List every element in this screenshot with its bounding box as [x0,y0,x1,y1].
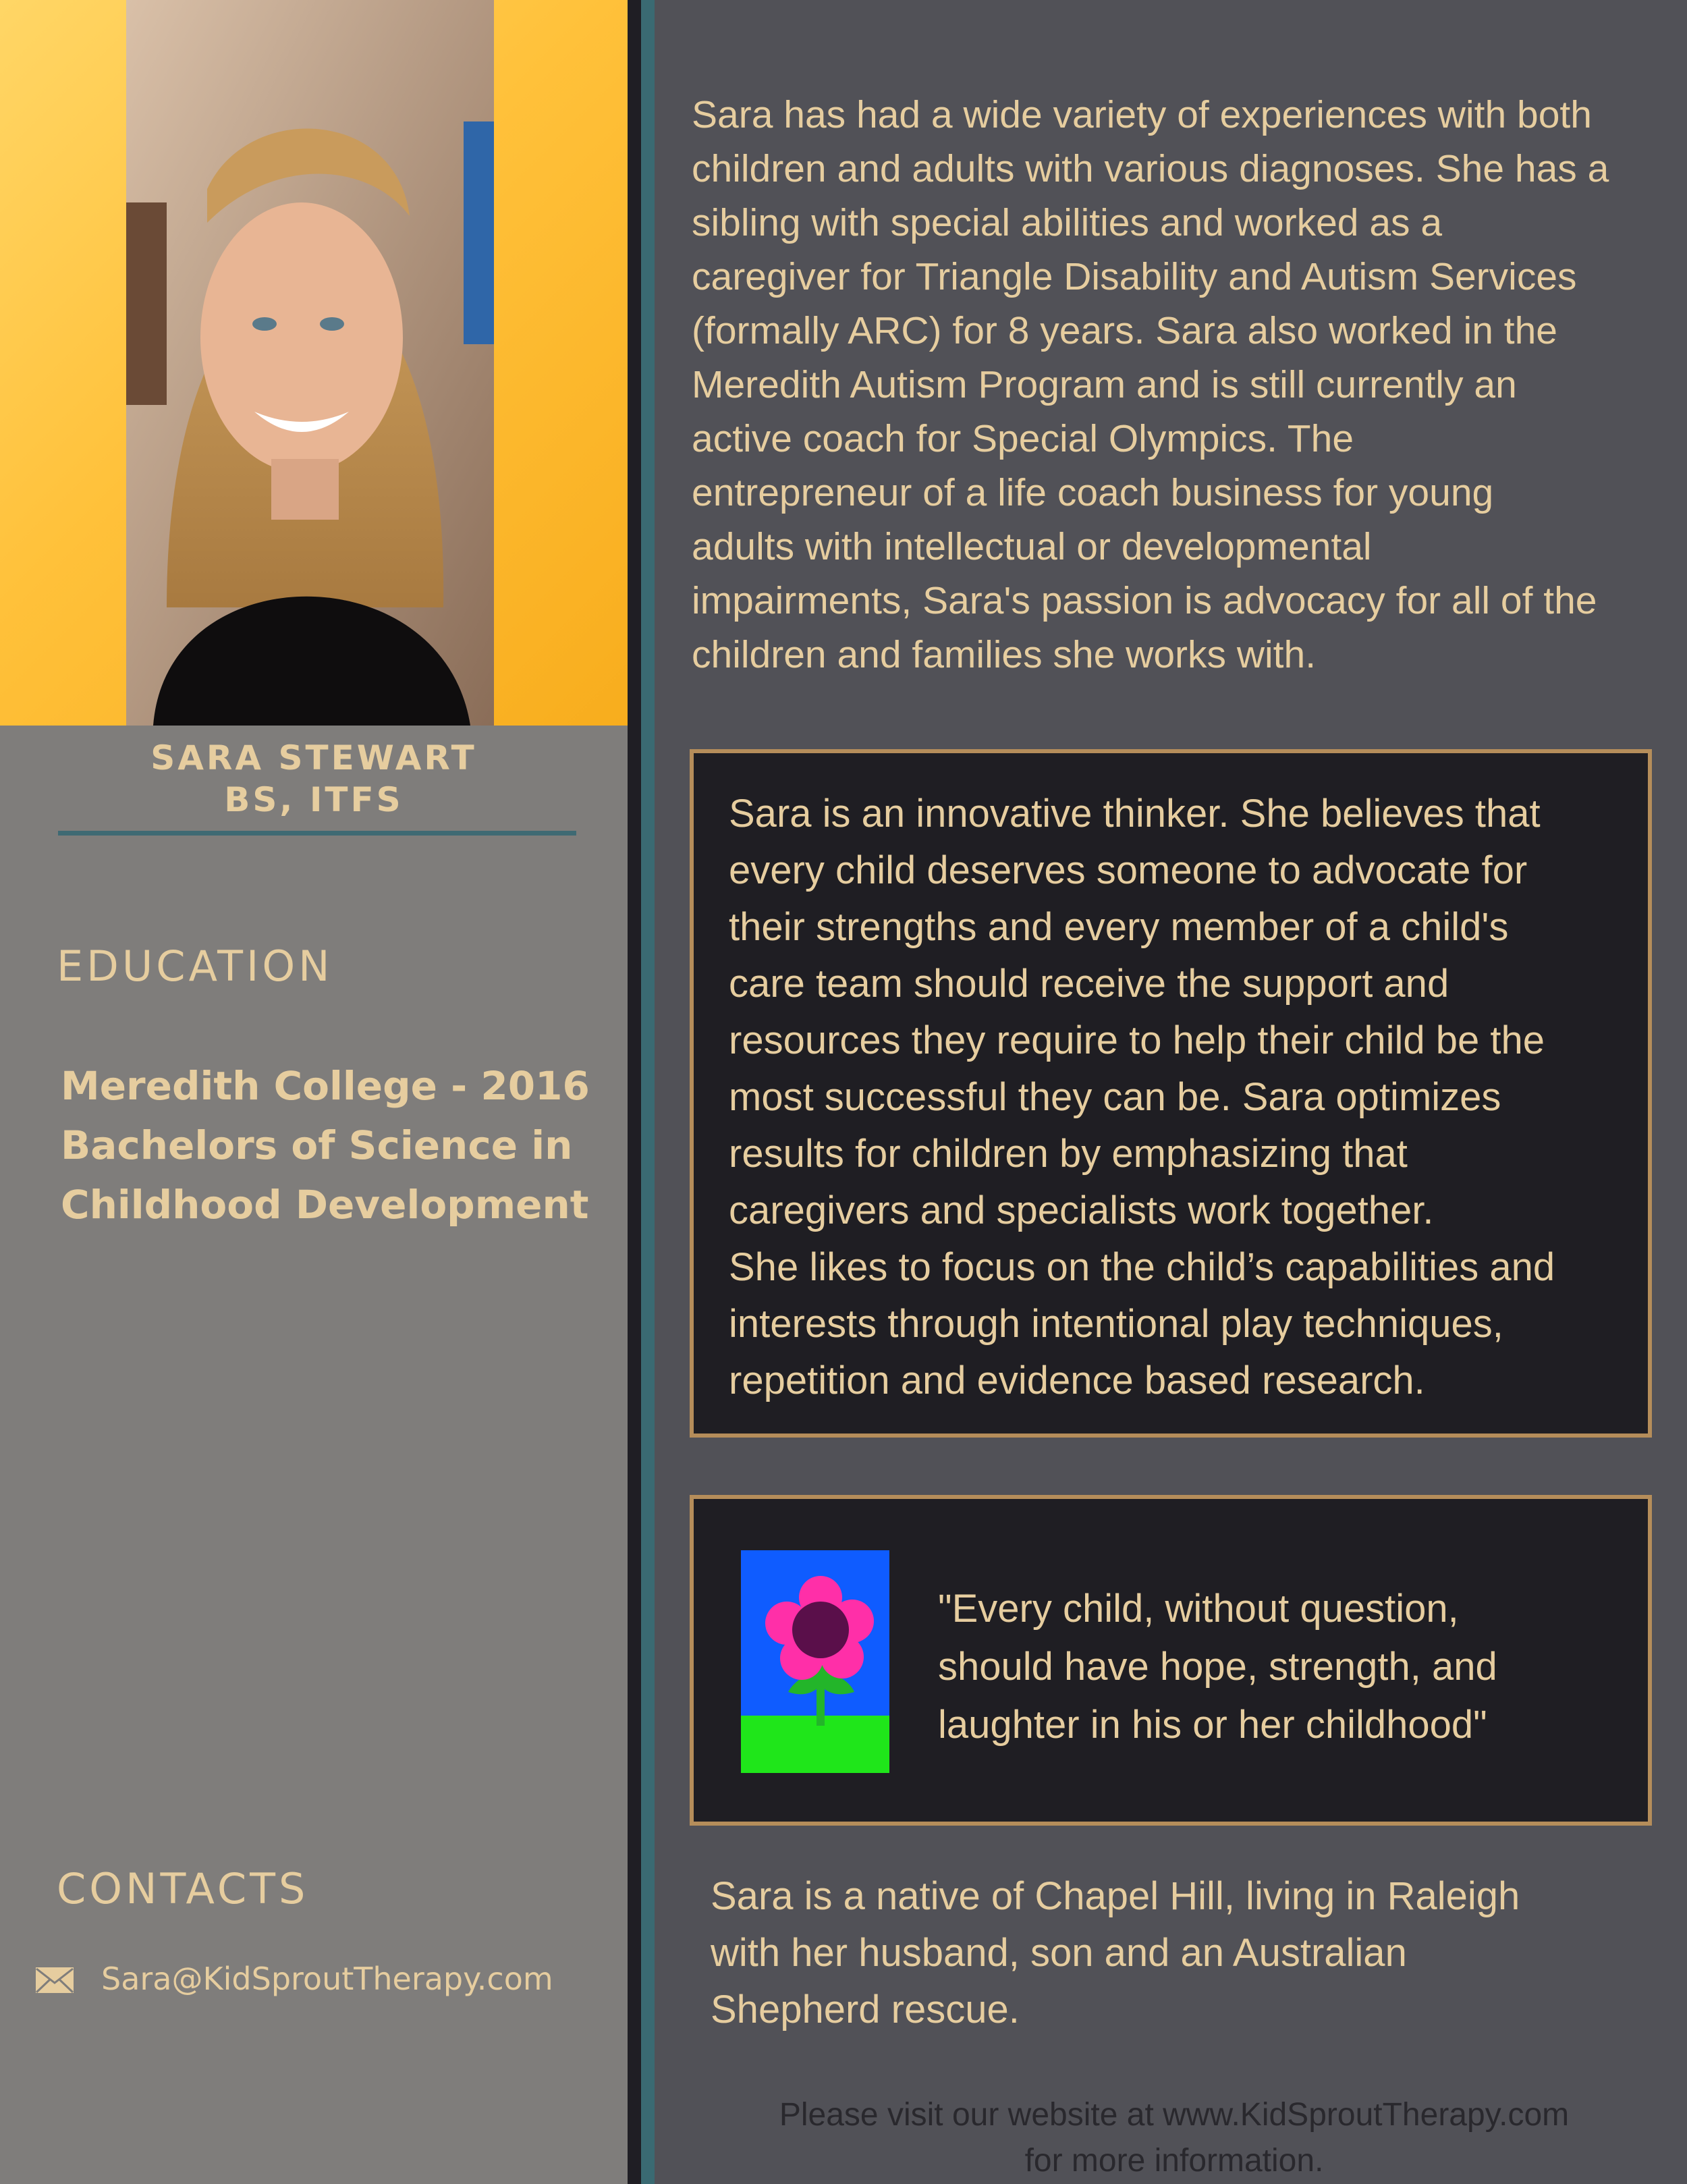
education-line: Bachelors of Science in [61,1122,573,1168]
profile-name: SARA STEWART [150,738,477,777]
philosophy-line: resources they require to help their child be the [729,1018,1545,1062]
bio-line: children and adults with various diagnoses. She has a [692,147,1609,190]
bio-line: sibling with special abilities and worked as a [692,201,1443,244]
native-line: Shepherd rescue. [711,1988,1020,2031]
quote-line: should have hope, strength, and [938,1645,1497,1689]
philosophy-line: most successful they can be. Sara optimizes [729,1075,1501,1119]
philosophy-line: repetition and evidence based research. [729,1359,1425,1402]
bio-line: entrepreneur of a life coach business for young [692,471,1494,514]
profile-credentials: BS, ITFS [224,780,404,819]
bio-line: impairments, Sara's passion is advocacy for all of the [692,579,1597,622]
name-block [0,737,628,821]
native-line: with her husband, son and an Australian [711,1931,1407,1975]
bio-line: caregiver for Triangle Disability and Autism Services [692,255,1577,298]
flower-icon [741,1550,889,1773]
philosophy-line: caregivers and specialists work together. [729,1189,1434,1232]
footer-line-website: Please visit our website at www.KidSproutTherapy.com [779,2097,1570,2133]
quote-box [690,1495,1652,1826]
philosophy-text [729,786,1555,1409]
photo-panel [0,0,628,726]
footer-line-info: for more information. [1024,2143,1324,2179]
philosophy-line: She likes to focus on the child’s capabilities and [729,1245,1555,1289]
left-sidebar [0,0,628,2184]
name-divider [58,831,576,836]
quote-line: "Every child, without question, [938,1587,1459,1631]
philosophy-line: every child deserves someone to advocate for [729,848,1528,892]
education-heading: EDUCATION [57,941,333,991]
bio-line: active coach for Special Olympics. The [692,417,1354,460]
education-details [61,1056,590,1234]
profile-photo [126,0,494,726]
philosophy-line: their strengths and every member of a child's [729,905,1509,949]
footer-note [675,2092,1674,2184]
education-line: Meredith College - 2016 [61,1063,590,1109]
philosophy-line: results for children by emphasizing that [729,1132,1408,1176]
philosophy-line: Sara is an innovative thinker. She believes that [729,792,1541,836]
philosophy-line: interests through intentional play techniques, [729,1302,1503,1346]
contacts-heading: CONTACTS [57,1864,309,1913]
column-divider-accent [641,0,655,2184]
education-line: Childhood Development [61,1182,589,1228]
quote-line: laughter in his or her childhood" [938,1703,1487,1747]
bio-line: Meredith Autism Program and is still currently an [692,363,1517,406]
envelope-icon [35,1967,74,1994]
bio-line: adults with intellectual or developmental [692,525,1372,568]
bio-line: (formally ARC) for 8 years. Sara also worked in the [692,309,1557,352]
email-link[interactable]: Sara@KidSproutTherapy.com [101,1961,553,1997]
column-divider [628,0,641,2184]
philosophy-box [690,749,1652,1438]
bio-line: Sara has had a wide variety of experiences with both [692,93,1592,136]
quote-text [938,1580,1497,1754]
bio-line: children and families she works with. [692,633,1317,676]
native-line: Sara is a native of Chapel Hill, living in Raleigh [711,1874,1520,1918]
native-paragraph [711,1868,1520,2038]
bio-paragraph [692,88,1663,682]
philosophy-line: care team should receive the support and [729,962,1449,1006]
